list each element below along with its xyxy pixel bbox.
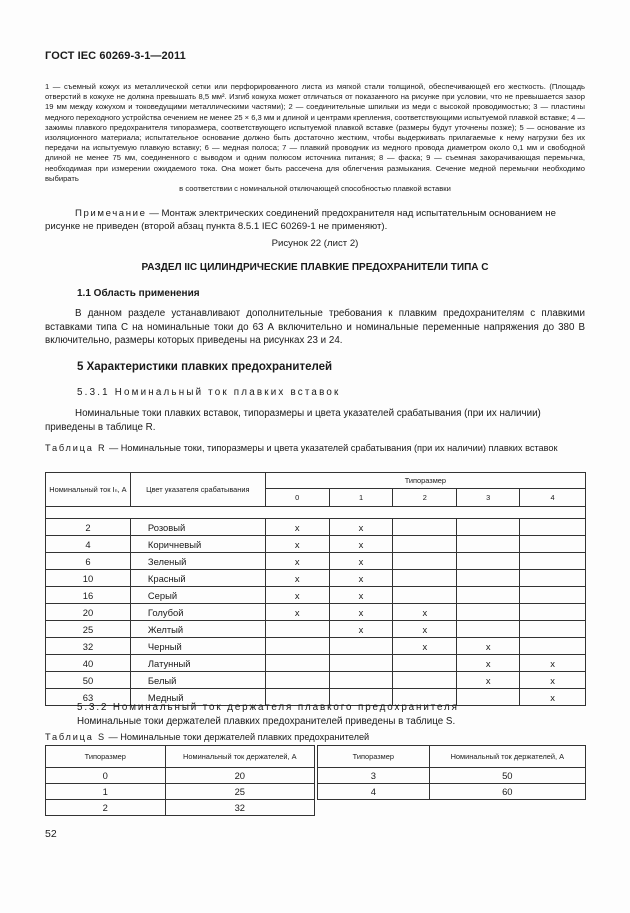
heading-5: 5 Характеристики плавких предохранителей — [77, 361, 333, 373]
size-mark-cell — [457, 570, 520, 587]
size-mark-cell: x — [329, 553, 393, 570]
table-row — [46, 570, 586, 587]
size-mark-cell — [457, 553, 520, 570]
size-mark-cell: x — [329, 536, 393, 553]
table-row — [318, 784, 586, 800]
color-cell: Красный — [130, 570, 265, 587]
size-mark-cell: x — [393, 621, 457, 638]
size-mark-cell — [520, 553, 586, 570]
size-mark-cell: x — [265, 570, 329, 587]
size-mark-cell: x — [265, 587, 329, 604]
size-mark-cell: x — [520, 655, 586, 672]
standard-header: ГОСТ IEC 60269-3-1—2011 — [45, 50, 186, 62]
figure-note — [45, 207, 585, 233]
size-mark-cell — [457, 519, 520, 536]
size-mark-cell — [265, 621, 329, 638]
col-holder-current-header: Номинальный ток держателей, А — [165, 746, 314, 768]
table-s-label: Таблица S — [45, 732, 106, 742]
paragraph-5-3-1: Номинальные токи плавких вставок, типоразмеры и цвета указателей срабатывания (при их наличии) приведены в таблице R. — [45, 408, 541, 433]
size-cell: 4 — [318, 784, 430, 800]
table-s-caption — [45, 732, 369, 742]
current-cell: 10 — [46, 570, 131, 587]
table-row — [46, 587, 586, 604]
current-cell: 50 — [46, 672, 131, 689]
size-mark-cell — [457, 536, 520, 553]
size-mark-cell: x — [329, 604, 393, 621]
size-mark-cell — [520, 519, 586, 536]
size-cell: 3 — [318, 768, 430, 784]
size-mark-cell — [520, 621, 586, 638]
table-row — [46, 621, 586, 638]
section-title: РАЗДЕЛ IIC ЦИЛИНДРИЧЕСКИЕ ПЛАВКИЕ ПРЕДОХРАНИТЕЛИ ТИПА С — [141, 262, 489, 273]
size-mark-cell — [393, 587, 457, 604]
size-header: 2 — [393, 489, 457, 507]
table-s-left-body — [46, 768, 315, 816]
size-mark-cell — [393, 672, 457, 689]
size-mark-cell: x — [520, 689, 586, 706]
header-spacer-row — [46, 507, 586, 519]
size-mark-cell — [329, 655, 393, 672]
color-cell: Зеленый — [130, 553, 265, 570]
size-mark-cell — [329, 672, 393, 689]
holder-current-cell: 50 — [429, 768, 585, 784]
subheading-5-3-1: 5.3.1 Номинальный ток плавких вставок — [77, 387, 341, 398]
holder-current-cell: 32 — [165, 800, 314, 816]
size-mark-cell — [457, 621, 520, 638]
size-mark-cell — [457, 689, 520, 706]
size-mark-cell — [329, 638, 393, 655]
current-cell: 32 — [46, 638, 131, 655]
size-mark-cell — [457, 587, 520, 604]
table-s-caption-text: — Номинальные токи держателей плавких предохранителей — [105, 732, 370, 742]
size-cell: 0 — [46, 768, 166, 784]
size-header: 3 — [457, 489, 520, 507]
table-row — [46, 638, 586, 655]
table-r-caption — [45, 443, 585, 455]
size-mark-cell: x — [265, 519, 329, 536]
size-mark-cell — [520, 638, 586, 655]
size-mark-cell: x — [265, 604, 329, 621]
holder-current-cell: 20 — [165, 768, 314, 784]
size-mark-cell: x — [457, 672, 520, 689]
table-row — [46, 536, 586, 553]
size-mark-cell — [520, 587, 586, 604]
col-color-header: Цвет указателя срабатывания — [130, 473, 265, 507]
legend-text: 1 — съемный кожух из металлической сетки или перфорированного листа из мягкой стали толщиной, обеспечивающей его жесткость. (Площадь отверстий в кожухе не должна превышать 8,5 мм². Изгиб кожуха может отличаться от показанного на рисунке при условии, что не превышается зазор 19 мм между кожухом и токоведущими металлическими частями); 2 — соединительные шпильки из меди с высокой проводимостью; 3 — пластины медного переходного устройства сечением не менее 25 × 6,3 мм и длиной и центрами крепления, соответствующими испытуемой плавкой вставке; 4 — зажимы плавкого предохранителя типоразмера, соответствующего испытуемой плавкой вставке (размеры будут уточнены позже); 5 — основание из изоляционного материала; испытательное основание должно быть достаточно жестким, чтобы выдерживать прилагаемые к нему нагрузки без их передачи на испытуемую плавкую вставку; 6 — медная полоса; 7 — плавкий проводник из медного провода диаметром около 0,1 мм и свободной длиной не менее 75 мм, соединенного с выводом и одним полюсом источника питания; 8 — фаска; 9 — съемная закорачивающая перемычка, необходимая при измерении ожидаемого тока. Она может быть рассечена для облегчения размыкания. Сечение медной перемычки необходимо выбирать — [45, 82, 585, 183]
col-size-header: Типоразмер — [318, 746, 430, 768]
size-mark-cell — [520, 604, 586, 621]
size-mark-cell — [265, 655, 329, 672]
table-row — [46, 519, 586, 536]
size-mark-cell: x — [265, 553, 329, 570]
size-mark-cell — [393, 519, 457, 536]
table-r — [45, 472, 586, 706]
size-mark-cell: x — [329, 587, 393, 604]
color-cell: Желтый — [130, 621, 265, 638]
color-cell: Розовый — [130, 519, 265, 536]
table-s-left — [45, 745, 315, 816]
current-cell: 6 — [46, 553, 131, 570]
table-s-right — [317, 745, 586, 800]
current-cell: 16 — [46, 587, 131, 604]
color-cell: Серый — [130, 587, 265, 604]
table-r-label: Таблица R — [45, 443, 107, 453]
col-current-header: Номинальный ток Iₙ, А — [46, 473, 131, 507]
size-mark-cell — [265, 672, 329, 689]
page-number: 52 — [45, 828, 57, 840]
col-holder-current-header: Номинальный ток держателей, А — [429, 746, 585, 768]
size-header: 4 — [520, 489, 586, 507]
col-size-header: Типоразмер — [46, 746, 166, 768]
note-text: — Монтаж электрических соединений предохранителя над испытательным основанием не рисунке не приведен (второй абзац пункта 8.5.1 IEC 60269-1 не применяют). — [45, 208, 556, 232]
size-mark-cell — [393, 536, 457, 553]
size-header: 1 — [329, 489, 393, 507]
color-cell: Коричневый — [130, 536, 265, 553]
figure-caption: Рисунок 22 (лист 2) — [271, 238, 359, 249]
size-mark-cell — [457, 604, 520, 621]
size-mark-cell — [265, 638, 329, 655]
size-mark-cell: x — [457, 655, 520, 672]
holder-current-cell: 60 — [429, 784, 585, 800]
color-cell: Белый — [130, 672, 265, 689]
color-cell: Голубой — [130, 604, 265, 621]
table-row — [46, 768, 315, 784]
table-row — [46, 784, 315, 800]
table-row — [46, 553, 586, 570]
paragraph-5-3-2: Номинальные токи держателей плавких предохранителей приведены в таблице S. — [77, 716, 456, 727]
current-cell: 25 — [46, 621, 131, 638]
heading-1-1: 1.1 Область применения — [77, 288, 200, 299]
size-mark-cell: x — [393, 604, 457, 621]
size-mark-cell — [393, 553, 457, 570]
size-header: 0 — [265, 489, 329, 507]
size-mark-cell: x — [393, 638, 457, 655]
size-cell: 1 — [46, 784, 166, 800]
table-row — [318, 768, 586, 784]
color-cell: Латунный — [130, 655, 265, 672]
current-cell: 20 — [46, 604, 131, 621]
size-cell: 2 — [46, 800, 166, 816]
size-mark-cell: x — [265, 536, 329, 553]
legend-last-line: в соответствии с номинальной отключающей способностью плавкой вставки — [179, 184, 451, 194]
note-label: Примечание — [75, 208, 147, 219]
figure-legend — [45, 82, 585, 194]
table-row — [46, 655, 586, 672]
size-mark-cell — [393, 570, 457, 587]
current-cell: 63 — [46, 689, 131, 706]
holder-current-cell: 25 — [165, 784, 314, 800]
table-s-right-body — [318, 768, 586, 800]
subheading-5-3-2: 5.3.2 Номинальный ток держателя плавкого предохранителя — [77, 702, 459, 713]
color-cell: Черный — [130, 638, 265, 655]
color-cell: Медный — [130, 689, 265, 706]
size-mark-cell: x — [329, 519, 393, 536]
size-mark-cell: x — [329, 570, 393, 587]
current-cell: 40 — [46, 655, 131, 672]
size-mark-cell: x — [457, 638, 520, 655]
col-sizes-header: Типоразмер — [265, 473, 585, 489]
table-r-body — [46, 519, 586, 706]
table-row — [46, 800, 315, 816]
size-mark-cell — [393, 655, 457, 672]
size-mark-cell: x — [520, 672, 586, 689]
table-r-caption-text: — Номинальные токи, типоразмеры и цвета указателей срабатывания (при их наличии) плавких вставок — [106, 443, 558, 453]
current-cell: 4 — [46, 536, 131, 553]
table-row — [46, 604, 586, 621]
size-mark-cell — [520, 570, 586, 587]
paragraph-1-1: В данном разделе устанавливают дополнительные требования к плавким предохранителям с плавкими вставками типа С на номинальные токи до 63 А включительно и номинальные переменные напряжения до 380 В включительно, размеры которых приведены на рисунках 23 и 24. — [45, 308, 585, 347]
current-cell: 2 — [46, 519, 131, 536]
size-mark-cell: x — [329, 621, 393, 638]
table-row — [46, 672, 586, 689]
size-mark-cell — [520, 536, 586, 553]
